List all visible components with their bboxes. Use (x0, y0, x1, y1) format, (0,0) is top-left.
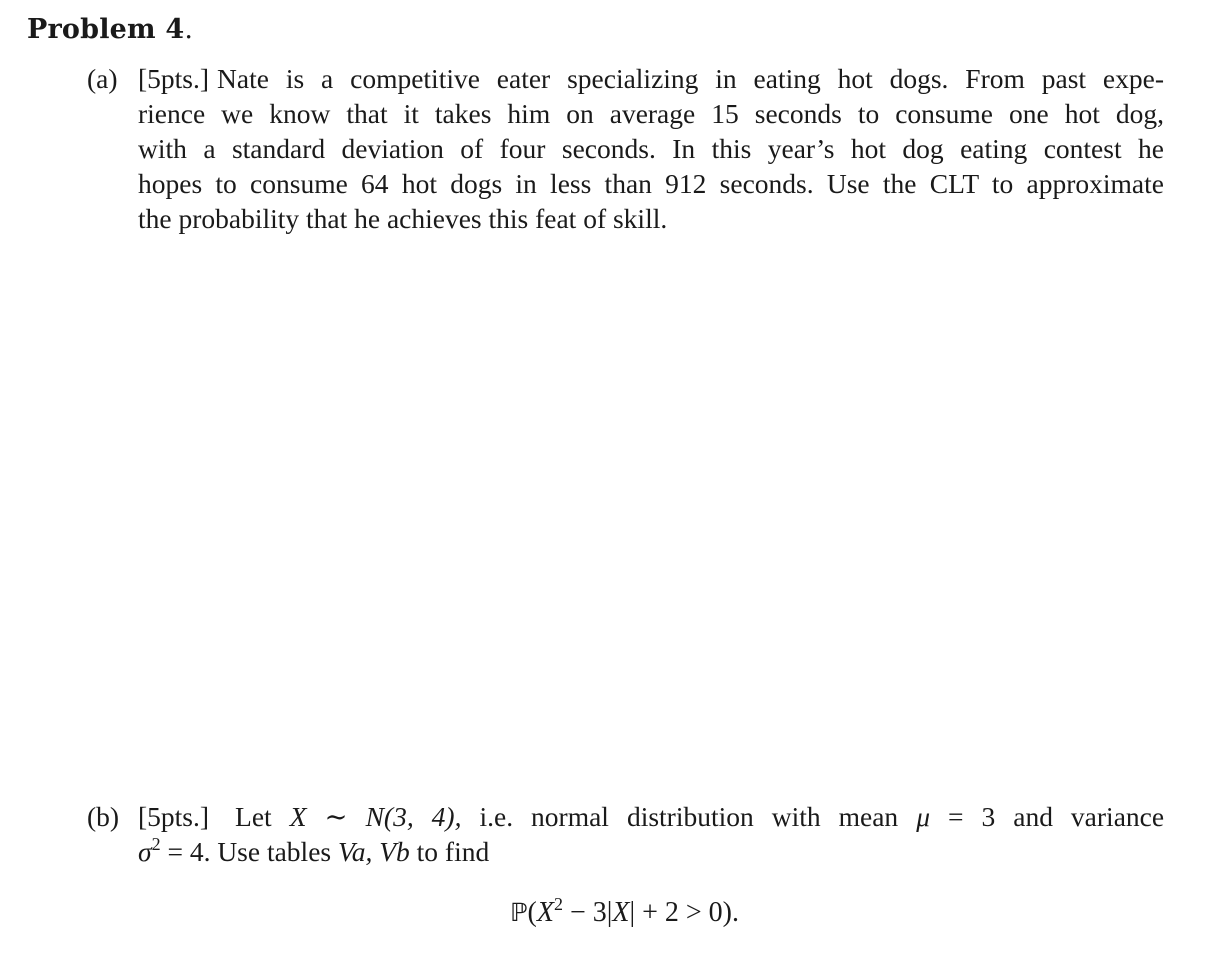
part-b-label: (b) (87, 801, 120, 832)
formula-x2: X (612, 897, 630, 928)
formula-open: ( (527, 897, 537, 928)
part-a-label: (a) (87, 63, 118, 94)
problem-title-text: Problem 4 (27, 14, 185, 45)
part-b-var-x: X (289, 801, 307, 832)
part-b-sigma-exp: 2 (151, 834, 161, 854)
part-a-line-1-text: Nate is a competitive eater specializing in eating hot dogs. From past expe- (217, 63, 1164, 94)
part-a-points: [5pts.] (138, 63, 210, 94)
formula-prob-symbol: ℙ (510, 898, 528, 927)
part-a-line-4: hopes to consume 64 hot dogs in less than 912 seconds. Use the CLT to approximate (138, 168, 1164, 199)
formula-exp: 2 (553, 894, 563, 914)
part-b-sigma-eq: = 4. Use tables (167, 836, 332, 867)
part-b-tilde: ∼ (324, 801, 348, 832)
part-b-mu: μ (916, 801, 930, 832)
part-b-points: [5pts.] (138, 801, 210, 832)
part-b-line-2 (138, 834, 1164, 869)
probability-formula (510, 894, 739, 929)
part-b-table-va: Va, (337, 836, 373, 867)
part-b-dist: N(3, 4), (365, 801, 462, 832)
part-b-to-find: to find (416, 836, 490, 867)
part-a-body (138, 61, 1164, 236)
part-b-let: Let (235, 801, 272, 832)
part-b-sigma: σ (138, 836, 152, 867)
formula-end: | + 2 > 0). (629, 897, 739, 928)
part-b-table-vb: Vb (379, 836, 410, 867)
part-a-line-2: rience we know that it takes him on average 15 seconds to consume one hot dog, (138, 98, 1164, 129)
formula-middle: − 3| (562, 897, 613, 928)
problem-title-dot: . (184, 14, 194, 45)
formula-x1: X (536, 897, 554, 928)
part-b-mu-eq: = 3 and variance (948, 801, 1165, 832)
part-a-line-1 (138, 61, 1164, 96)
part-b-rest: i.e. normal distribution with mean (479, 801, 899, 832)
problem-title (27, 14, 193, 45)
part-b-line-1 (138, 799, 1164, 834)
part-a-line-3: with a standard deviation of four seconds. In this year’s hot dog eating contest he (138, 133, 1164, 164)
part-a-line-5: the probability that he achieves this feat of skill. (138, 203, 668, 234)
part-b-body (138, 799, 1164, 869)
